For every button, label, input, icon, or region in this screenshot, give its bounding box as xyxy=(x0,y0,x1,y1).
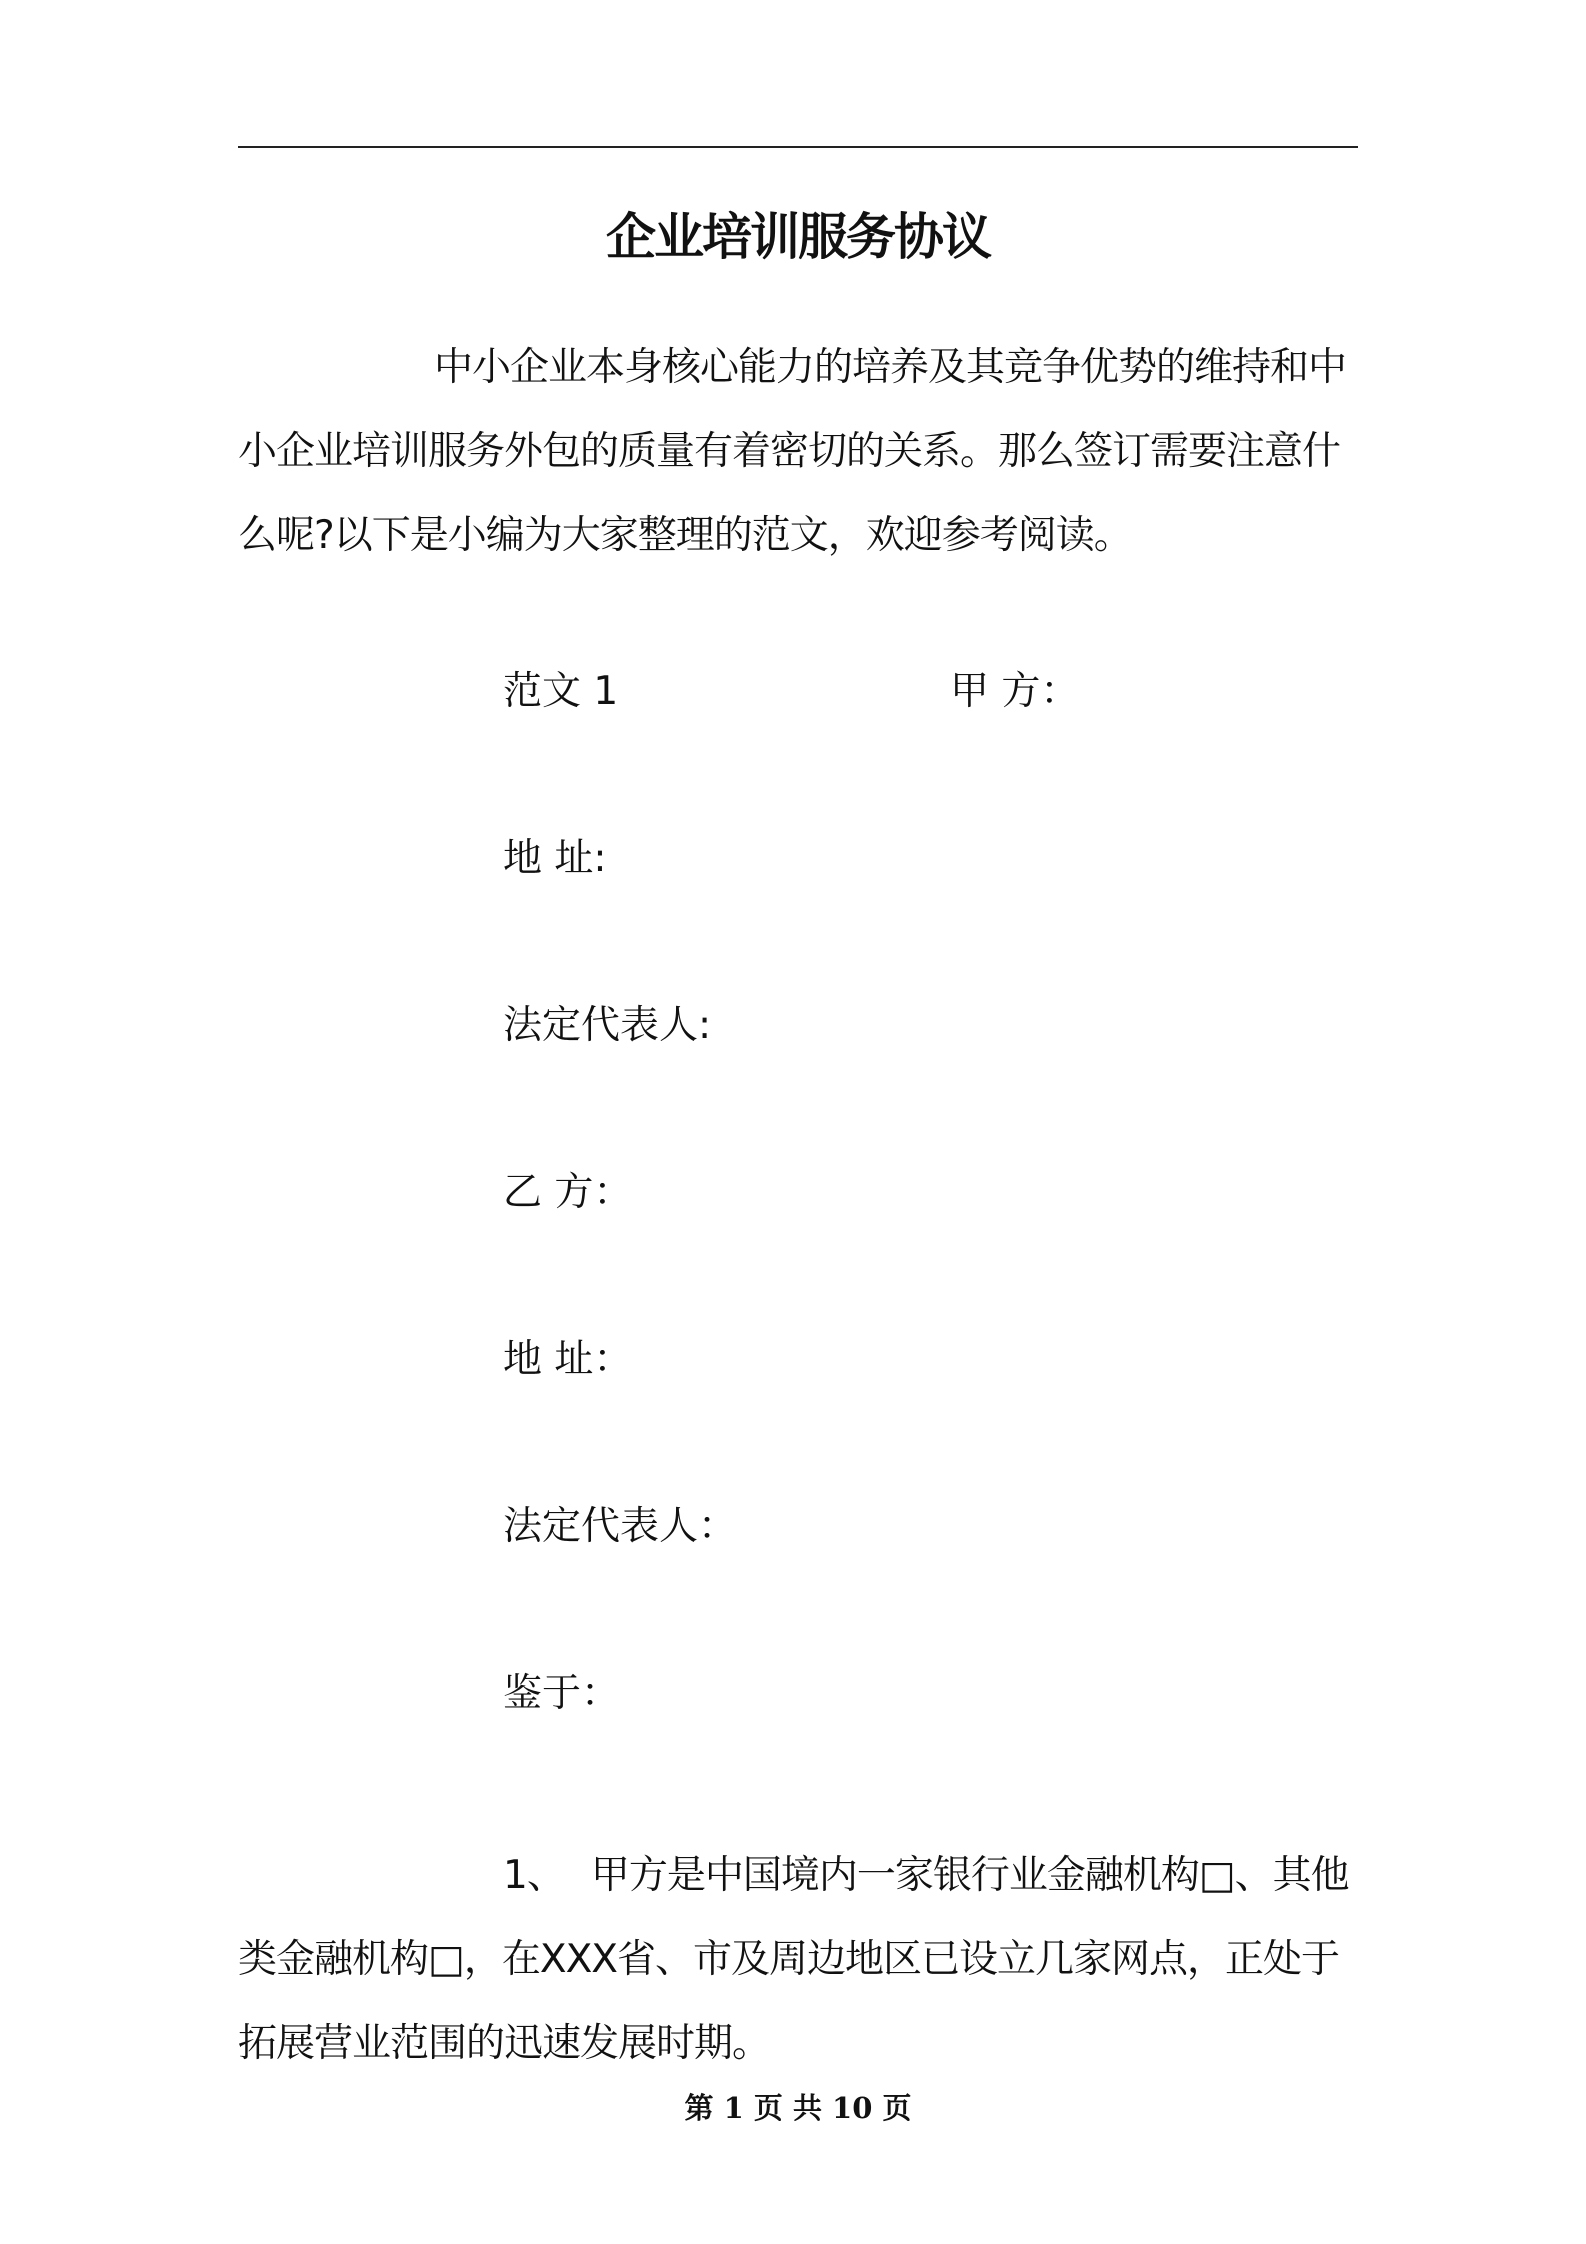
header-rule xyxy=(238,146,1358,148)
party-a-label: 甲 方： xyxy=(950,669,1080,714)
party-b-address-label: 地 址： xyxy=(503,1337,633,1382)
party-a-representative-label: 法定代表人: xyxy=(503,1003,712,1048)
clause-1-paragraph xyxy=(238,1834,1358,2086)
page-indicator: 第 1 页 共 10 页 xyxy=(684,2091,912,2125)
party-a-address-label: 地 址: xyxy=(503,836,607,881)
intro-paragraph: 中小企业本身核心能力的培养及其竞争优势的维持和中小企业培训服务外包的质量有着密切的关系。那么签订需要注意什么呢?以下是小编为大家整理的范文，欢迎参考阅读。 xyxy=(238,345,1347,558)
clause-1-number: 1、 xyxy=(503,1853,565,1898)
sample-label: 范文 1 xyxy=(503,669,619,714)
document-title: 企业培训服务协议 xyxy=(606,208,990,266)
whereas-label: 鉴于： xyxy=(503,1671,621,1716)
party-b-representative-label: 法定代表人： xyxy=(503,1504,738,1549)
party-b-label: 乙 方： xyxy=(503,1170,633,1215)
clause-1-text: 甲方是中国境内一家银行业金融机构□、其他类金融机构□，在XXX省、市及周边地区已设立几家网点，正处于拓展营业范围的迅速发展时期。 xyxy=(238,1853,1349,2066)
